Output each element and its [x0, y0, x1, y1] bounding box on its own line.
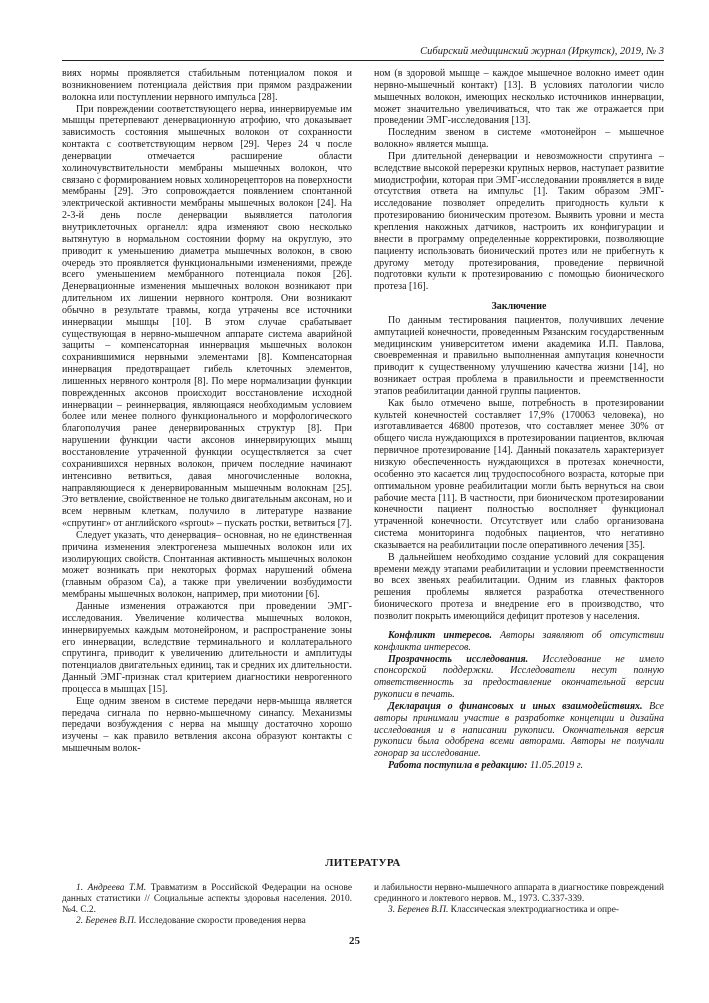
paragraph: Еще одним звеном в системе передачи нерв-мышца является передача сигнала по нервно-мышечному синапсу. Механизмы передачи возбуждения с нерва на мышцу достаточно хорошо изучены – как правило ветвления аксона образуют контакты с мышечным волок- [62, 695, 352, 755]
conflict-text: Авторы заявляют об отсутствии конфликта интересов. [374, 629, 665, 653]
declarations [374, 630, 664, 772]
reference-text: Травматизм в Российской Федерации на основе данных статистики // Социальные аспекты здоровья населения. 2010. №4. С.2. [62, 883, 352, 915]
financial-text: Все авторы принимали участие в разработке концепции и дизайна исследования и в написании рукописи. Окончательная версия рукописи была одобрена всеми авторами. Авторы не получали гонорар за исследование. [374, 700, 664, 760]
reference-item [62, 883, 352, 916]
paragraph: Как было отмечено выше, потребность в протезировании культей конечностей составляет 17,9% (170063 человека), но изготавливается 46800 протезов, что составляет менее 30% от общего числа нуждающихся в протезировании пациентов, включая первичное протезирование [14]. Данный показатель характеризует низкую обеспеченность нуждающихся в протезах конечности, особенно это касается лиц трудоспособного возраста, которые при оптимальном уровне реабилитации могли быть вернуться на свои рабочие места [11]. В частности, при бионическом протезировании конечности пациент полностью восполняет функционал утраченной конечности. Отсутствует или слабо организована система мониторинга подобных пациентов, что негативно сказывается на реабилитации после оперативного лечения [35]. [374, 397, 664, 551]
reference-text: и лабильности нервно-мышечного аппарата в диагностике повреждений срединного и локтевого нервов. М., 1973. С.337-339. [374, 883, 664, 904]
literature-title: ЛИТЕРАТУРА [325, 857, 401, 869]
transparency-statement [374, 654, 664, 701]
conclusion-body [374, 315, 664, 623]
reference-item [374, 883, 664, 905]
reference-item [62, 916, 352, 927]
paragraph: При повреждении соответствующего нерва, иннервируемые им мышцы претерпевают денервационную атрофию, что доказывает зависимость состояния мышечных волокон от сохранности контакта с соответствующим нервом [29]. Через 24 ч после денервации отмечается расширение области холиночувствительности мембраны мышечных волокон, что связано с формированием новых холинорецепторов на поверхности мембраны [29]. Это сопровождается появлением спонтанной электрической активности мембраны мышечных волокон [24]. На 2-3-й день после денервации выявляется патология внутриклеточных органелл: ядра изменяют свою несколько вытянутую в нормальном состоянии форму на округлую, это приводит к уменьшению диаметра мышечных волокон, в свою очередь это проявляется функциональными изменениями, прежде всего уменьшением мембранного потенциала покоя [26]. Денервационные изменения мышечных волокон возникают при длительном их лишении нервного контроля. Они возникают обычно в результате травмы, когда утрачены все источники иннервации мышцы [10]. В этом случае срабатывает существующая в нервно-мышечном аппарате система аварийной защиты – компенсаторная иннервация мышечных волокон сохранившимися нервными элементами [8]. Компенсаторная иннервация предотвращает гибель клеточных элементов, лишенных нервного контроля [8]. По мере нормализации функции поврежденных аксонов происходит восстановление исходной иннервации – реиннервация, являющаяся необходимым условием более или менее полного функционального и морфологического благополучия ранее денервированных структур [8]. При нарушении функции части аксонов иннервирующих мышц восстановление утраченной функции осуществляется за счет сохранившихся нервных волокон, причем последние начинают интенсивно ветвиться, давая многочисленные волокна, направляющиеся к денервированным мышечным волокнам [25]. Это ветвление, свойственное не только двигательным аксонам, но и всем нервным клеткам, получило в литературе название «спрутинг» от английского «sprout» – пускать ростки, ветвиться [7]. [62, 103, 352, 530]
paragraph: По данным тестирования пациентов, получивших лечение ампутацией конечности, проведенным Рязанским государственным медицинским университетом имени академика И.П. Павлова, своевременная и правильно выполненная ампутация конечности приводит к существенному улучшению качества жизни [14], но возникает острая проблема в правильности и преемственности этапов реабилитации данной группы пациентов. [374, 314, 664, 397]
right-column-body [374, 68, 664, 293]
paragraph: В дальнейшем необходимо создание условий для сокращения времени между этапами реабилитации и условии преемственности во всех звеньях реабилитации. Одним из главных факторов решения проблемы является разработка отечественного бионического протеза и внедрение его в производство, что позволит покрыть имеющийся дефицит протезов у населения. [374, 551, 664, 622]
references-right [374, 883, 664, 916]
reference-author: 3. Беренев В.П. [388, 904, 449, 915]
conflict-statement [374, 630, 664, 654]
reference-item [374, 905, 664, 916]
paragraph: При длительной денервации и невозможности спрутинга – вследствие высокой перерезки крупных нервов, наступает развитие миодистрофии, которая при ЭМГ-исследовании проявляется в виде отсутствия ответа на импульс [1]. Таким образом ЭМГ-исследование позволяет определить пригодность культи к протезированию бионическим протезом. Выявить уровни и места крепления накожных датчиков, настроить их конфигурации и внести в программу определенные корректировки, позволяющие пациенту использовать бионический протез или не прибегнуть к другому методу протезирования, проведение первичной подготовки культи к протезированию с помощью бионического протеза [16]. [374, 150, 664, 293]
reference-text: Классическая электродиагностика и опре- [448, 904, 620, 915]
financial-statement [374, 701, 664, 760]
paragraph: Последним звеном в системе «мотонейрон – мышечное волокно» является мышца. [374, 127, 664, 151]
page-number: 25 [349, 935, 360, 947]
transparency-label: Прозрачность исследования. [388, 653, 529, 665]
transparency-text: Исследование не имело спонсорской поддержки. Исследователи несут полную ответственность за предоставление окончательной версии рукописи в печать. [374, 653, 664, 701]
running-header: Сибирский медицинский журнал (Иркутск), 2019, № 3 [62, 46, 664, 61]
financial-label: Декларация о финансовых и иных взаимодействиях. [388, 700, 643, 712]
reference-author: 2. Беренев В.П. [76, 915, 137, 926]
received-label: Работа поступила в редакцию: [388, 760, 528, 772]
reference-author: 1. Андреева Т.М. [76, 883, 147, 893]
paragraph: Данные изменения отражаются при проведении ЭМГ-исследования. Увеличение количества мышечных волокон, иннервируемых каждым мотонейроном, и распространение зоны его иннервации, вследствие терминального и коллатерального спрутинга, приводит к увеличению длительности и амплитуды потенциалов двигательных единиц, так и средних их длительности. Данный ЭМГ-признак стал критерием диагностики неврогенного процесса в мышцах [15]. [62, 600, 352, 695]
right-column [374, 68, 664, 772]
paragraph: виях нормы проявляется стабильным потенциалом покоя и возникновением потенциала действия при прямом раздражении волокна или поступлении нервного импульса [28]. [62, 68, 352, 103]
references-left [62, 883, 352, 927]
paragraph: ном (в здоровой мышце – каждое мышечное волокно имеет один нервно-мышечный контакт) [13]. В условиях патологии число мышечных волокон, имеющих несколько источников иннервации, может значительно увеличиваться, что так же отражается при проведении ЭМГ-исследования [13]. [374, 68, 664, 127]
reference-text: Исследование скорости проведения нерва [136, 915, 306, 926]
left-column [62, 68, 352, 755]
conflict-label: Конфликт интересов. [388, 629, 492, 641]
section-title-conclusion: Заключение [491, 301, 547, 313]
received-statement [374, 760, 664, 772]
paragraph: Следует указать, что денервация– основная, но не единственная причина изменения электрогенеза мышечных волокон или их изолирующих свойств. Спонтанная активность мышечных волокон может возникать при некоторых формах нарушений обмена (главным образом Ca), а также при увеличении возбудимости мембраны мышечных волокон, например, при миотонии [6]. [62, 529, 352, 601]
received-date: 11.05.2019 г. [527, 760, 584, 772]
